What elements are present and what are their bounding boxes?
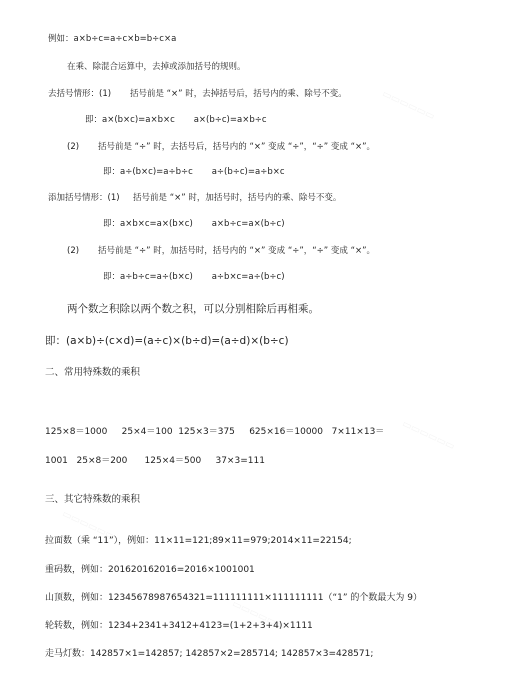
- add-bracket-formula-2: [103, 271, 285, 283]
- add-bracket-case-1: [48, 192, 341, 204]
- watermark: ▭▭▭▭▭▭: [230, 598, 287, 633]
- special-products-line-1: [45, 426, 384, 438]
- add-bracket-formula-2-text: 即：a÷b÷c=a÷(b×c) a÷b×c=a÷(b÷c): [103, 272, 285, 282]
- remove-bracket-case-2-text: (2) 括号前是 “÷” 时，去括号后，括号内的 “×” 变成 “÷”，“÷” 变成 “×”。: [67, 142, 376, 152]
- remove-bracket-formula-2: [103, 166, 285, 178]
- remove-bracket-formula-1-text: 即：a×(b×c)=a×b×c a×(b÷c)=a×b÷c: [85, 115, 267, 125]
- section-heading-2: [45, 367, 140, 379]
- repunit-multiply-eleven-text: 拉面数（乘 “11”），例如：11×11=121;89×11=979;2014×11=22154;: [45, 536, 352, 546]
- special-products-line-2-text: 1001 25×8＝200 125×4＝500 37×3=111: [45, 456, 265, 466]
- add-bracket-case-2-text: (2) 括号前是 “÷” 时，加括号时，括号内的 “×” 变成 “÷”，“÷” 变成 “×”。: [67, 246, 376, 256]
- watermark: ▭▭▭▭▭▭: [380, 88, 437, 123]
- rotation-number-line: [45, 620, 313, 632]
- add-bracket-case-2: [67, 245, 375, 257]
- repeating-code-text: 重码数，例如：201620162016=2016×1001001: [45, 565, 255, 575]
- repeating-code-line: [45, 564, 255, 576]
- mountain-number-text: 山顶数，例如：12345678987654321=111111111×111111111（“1” 的个数最大为 9）: [45, 593, 422, 603]
- mountain-number-line: [45, 592, 422, 604]
- cyclic-number-text: 走马灯数：142857×1=142857; 142857×2=285714; 142857×3=428571;: [45, 649, 374, 659]
- product-division-rule: [67, 303, 319, 315]
- example-text: 例如：a×b÷c=a÷c×b=b÷c×a: [48, 34, 177, 44]
- rule-intro-line: [67, 61, 246, 73]
- repunit-multiply-eleven-line: [45, 535, 352, 547]
- product-division-formula-text: 即：(a×b)÷(c×d)=(a÷c)×(b÷d)=(a÷d)×(b÷c): [45, 335, 289, 347]
- section-heading-3: [45, 494, 140, 506]
- section-heading-2-text: 二、常用特殊数的乘积: [45, 367, 141, 378]
- watermark: ▭▭▭▭▭▭: [60, 508, 117, 543]
- add-bracket-formula-1-text: 即：a×b×c=a×(b×c) a×b÷c=a×(b÷c): [103, 219, 285, 229]
- special-products-line-2: [45, 455, 265, 467]
- cyclic-number-line: [45, 648, 373, 660]
- section-heading-3-text: 三、其它特殊数的乘积: [45, 494, 141, 505]
- special-products-line-1-text: 125×8＝1000 25×4＝100 125×3＝375 625×16＝10000 7×11×13＝: [45, 427, 385, 437]
- remove-bracket-formula-1: [85, 114, 267, 126]
- remove-bracket-case-1-text: 去括号情形：(1) 括号前是 “×” 时，去掉括号后，括号内的乘、除号不变。: [48, 89, 347, 99]
- rule-intro-text: 在乘、除混合运算中，去掉或添加括号的规则。: [67, 62, 246, 72]
- add-bracket-formula-1: [103, 218, 285, 230]
- example-line: [48, 33, 176, 45]
- remove-bracket-case-1: [48, 88, 347, 100]
- rotation-number-text: 轮转数，例如：1234+2341+3412+4123=(1+2+3+4)×1111: [45, 621, 313, 631]
- remove-bracket-formula-2-text: 即：a÷(b×c)=a÷b÷c a÷(b÷c)=a÷b×c: [103, 167, 285, 177]
- product-division-formula: [45, 335, 289, 347]
- product-division-rule-text: 两个数之积除以两个数之积，可以分别相除后再相乘。: [67, 303, 319, 315]
- remove-bracket-case-2: [67, 141, 375, 153]
- watermark: ▭▭▭▭▭▭: [400, 418, 457, 453]
- add-bracket-case-1-text: 添加括号情形：(1) 括号前是 “×” 时，加括号时，括号内的乘、除号不变。: [48, 193, 342, 203]
